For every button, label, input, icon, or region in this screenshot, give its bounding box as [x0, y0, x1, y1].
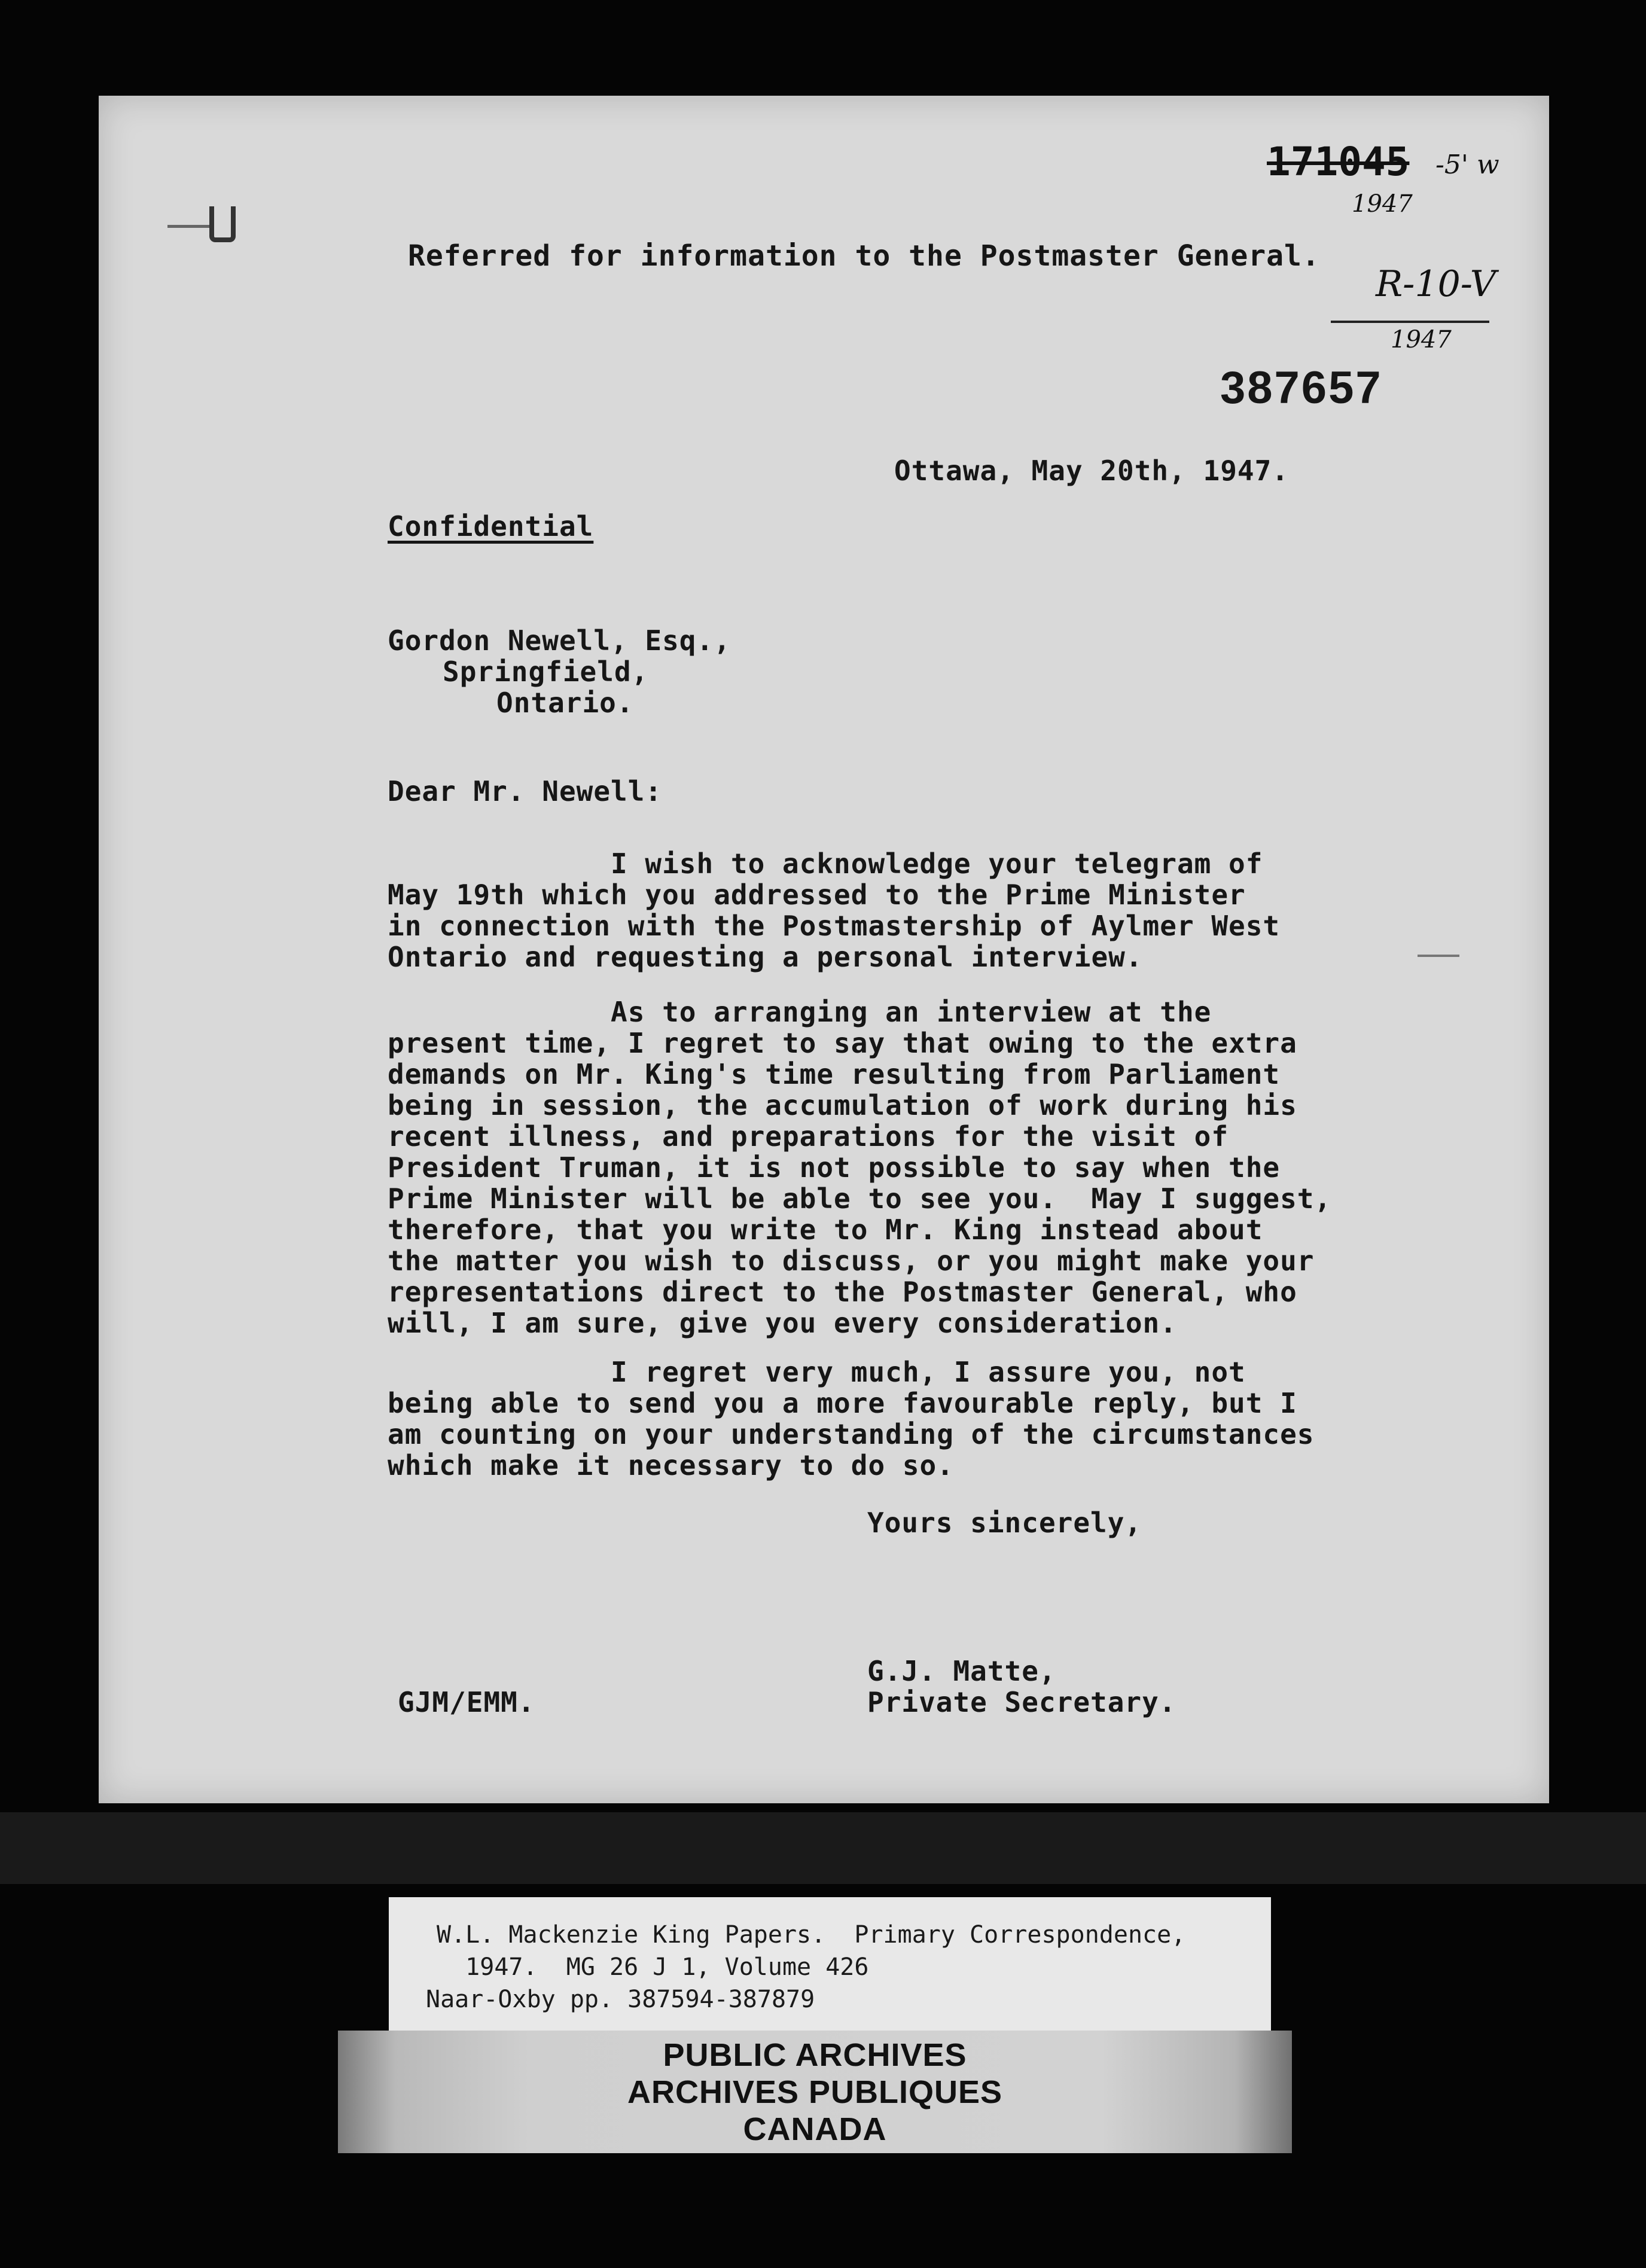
- paragraph-line: therefore, that you write to Mr. King instead about: [388, 1214, 1263, 1246]
- signatory-name: G.J. Matte,: [867, 1655, 1056, 1687]
- margin-note-top: -5' w: [1435, 150, 1499, 180]
- date-line: Ottawa, May 20th, 1947.: [894, 455, 1289, 487]
- classification-label: Confidential: [388, 510, 594, 542]
- paragraph-line: demands on Mr. King's time resulting from Parliament: [388, 1058, 1281, 1090]
- archive-caption-card: [389, 1897, 1271, 2035]
- paragraph-line: As to arranging an interview at the: [388, 996, 1212, 1028]
- referral-line: Referred for information to the Postmaster General.: [408, 239, 1320, 273]
- handwritten-underline: [1331, 321, 1489, 323]
- margin-year-top: 1947: [1352, 190, 1413, 218]
- right-edge-dash-mark: [1418, 955, 1459, 957]
- paragraph-line: I wish to acknowledge your telegram of: [388, 848, 1263, 880]
- paragraph-line: being in session, the accumulation of work during his: [388, 1089, 1297, 1121]
- document-number: 387657: [1220, 362, 1383, 413]
- stamp-line: CANADA: [743, 2111, 887, 2147]
- paragraph-line: representations direct to the Postmaster General, who: [388, 1276, 1297, 1308]
- stamp-line: PUBLIC ARCHIVES: [663, 2037, 967, 2073]
- caption-line: Naar-Oxby pp. 387594-387879: [426, 1986, 815, 2013]
- reference-initials: GJM/EMM.: [398, 1686, 535, 1718]
- paragraph-line: recent illness, and preparations for the visit of: [388, 1120, 1229, 1153]
- salutation: Dear Mr. Newell:: [388, 775, 663, 807]
- paragraph-line: May 19th which you addressed to the Prime Minister: [388, 879, 1246, 911]
- caption-line: W.L. Mackenzie King Papers. Primary Correspondence,: [437, 1921, 1186, 1949]
- caption-line: 1947. MG 26 J 1, Volume 426: [437, 1953, 869, 1981]
- paragraph-line: being able to send you a more favourable reply, but I: [388, 1387, 1297, 1419]
- recipient-name: Gordon Newell, Esq.,: [388, 624, 731, 657]
- margin-dash-mark: [167, 225, 209, 228]
- paragraph-line: I regret very much, I assure you, not: [388, 1356, 1246, 1388]
- margin-initials: R-10-V: [1376, 263, 1496, 305]
- paragraph-line: Prime Minister will be able to see you. May I suggest,: [388, 1182, 1332, 1215]
- struck-file-number: 171045: [1267, 139, 1410, 185]
- microfilm-frame-band: [0, 1812, 1646, 1884]
- paragraph-line: present time, I regret to say that owing to the extra: [388, 1027, 1297, 1059]
- recipient-city: Springfield,: [443, 656, 649, 688]
- paragraph-line: in connection with the Postmastership of Aylmer West: [388, 910, 1281, 942]
- paragraph-line: President Truman, it is not possible to say when the: [388, 1151, 1281, 1184]
- closing: Yours sincerely,: [867, 1507, 1142, 1539]
- stamp-line: ARCHIVES PUBLIQUES: [627, 2074, 1003, 2110]
- archive-stamp: [338, 2031, 1292, 2153]
- recipient-province: Ontario.: [496, 687, 634, 719]
- paragraph-line: which make it necessary to do so.: [388, 1449, 954, 1481]
- margin-year-second: 1947: [1391, 326, 1452, 353]
- u-shaped-mark: [209, 206, 236, 242]
- paragraph-line: the matter you wish to discuss, or you might make your: [388, 1245, 1315, 1277]
- paragraph-line: Ontario and requesting a personal interview.: [388, 941, 1143, 973]
- signatory-title: Private Secretary.: [867, 1686, 1176, 1718]
- paragraph-line: am counting on your understanding of the circumstances: [388, 1418, 1315, 1450]
- paragraph-line: will, I am sure, give you every consideration.: [388, 1307, 1177, 1339]
